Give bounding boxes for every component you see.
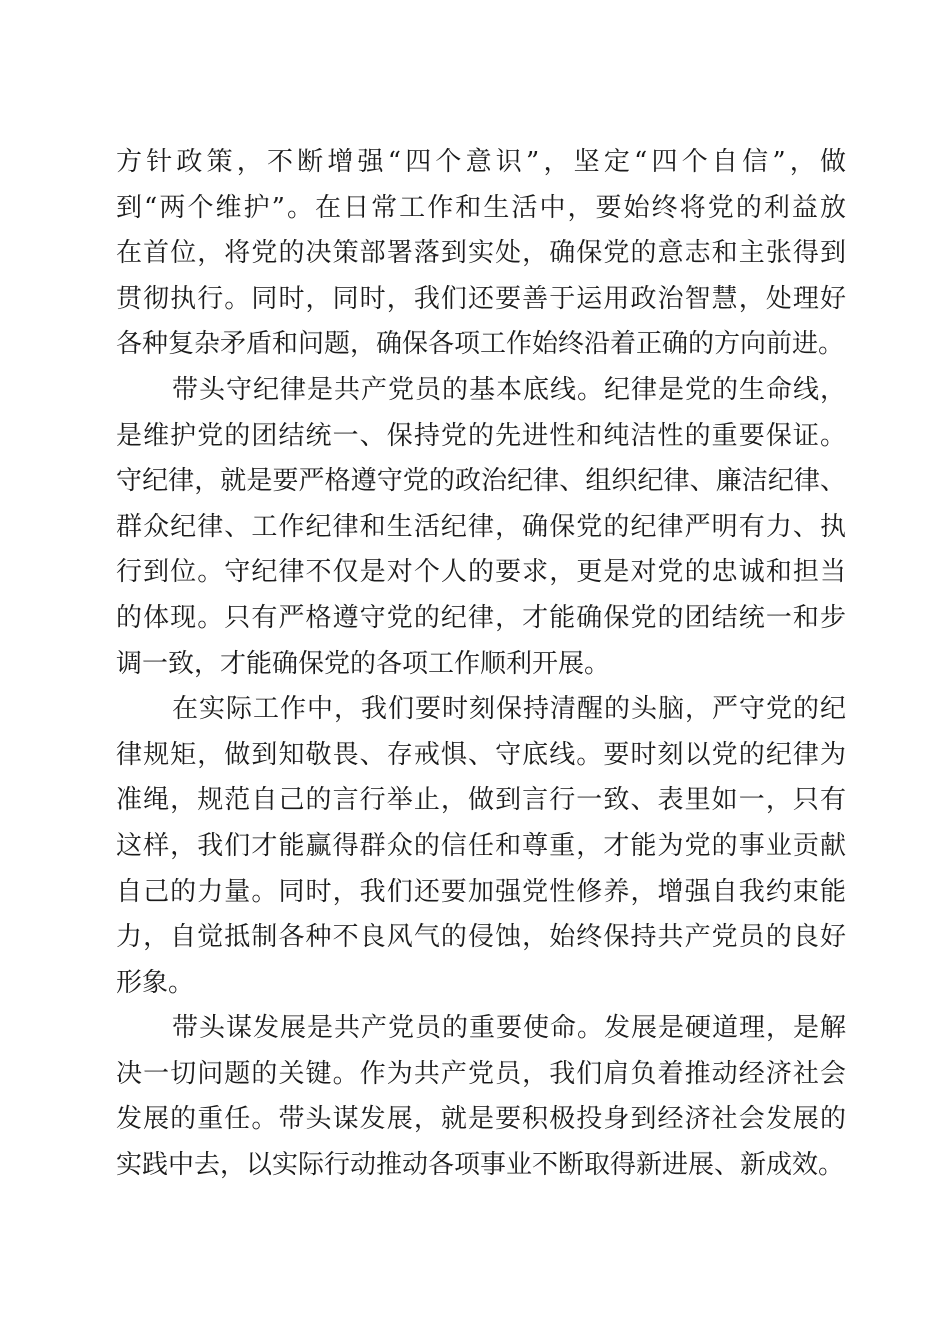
text-line: 调一致，才能确保党的各项工作顺利开展。 (116, 648, 611, 679)
body-text (116, 140, 846, 1189)
paragraph-first-line: 在实际工作中，我们要时刻保持清醒的头脑，严守党的纪 (172, 694, 846, 725)
text-line: 在首位，将党的决策部署落到实处，确保党的意志和主张得到 (116, 238, 846, 269)
text-line: 守纪律，就是要严格遵守党的政治纪律、组织纪律、廉洁纪律、 (116, 466, 846, 497)
text-line: 律规矩，做到知敬畏、存戒惧、守底线。要时刻以党的纪律为 (116, 739, 846, 770)
text-line: 准绳，规范自己的言行举止，做到言行一致、表里如一，只有 (116, 785, 846, 816)
text-line: 的体现。只有严格遵守党的纪律，才能确保党的团结统一和步 (116, 602, 846, 633)
text-line: 力，自觉抵制各种不良风气的侵蚀，始终保持共产党员的良好 (116, 922, 846, 953)
text-line: 到“两个维护”。在日常工作和生活中，要始终将党的利益放 (116, 192, 846, 223)
text-line: 发展的重任。带头谋发展，就是要积极投身到经济社会发展的 (116, 1104, 846, 1135)
text-line: 方针政策，不断增强“四个意识”，坚定“四个自信”，做 (116, 147, 846, 177)
text-line: 各种复杂矛盾和问题，确保各项工作始终沿着正确的方向前进。 (116, 329, 845, 360)
text-line: 决一切问题的关键。作为共产党员，我们肩负着推动经济社会 (116, 1058, 846, 1089)
text-line: 自己的力量。同时，我们还要加强党性修养，增强自我约束能 (116, 876, 846, 907)
text-line: 形象。 (116, 967, 195, 998)
text-line: 行到位。守纪律不仅是对个人的要求，更是对党的忠诚和担当 (116, 557, 846, 588)
text-line: 实践中去，以实际行动推动各项事业不断取得新进展、新成效。 (116, 1150, 845, 1181)
paragraph-first-line: 带头谋发展是共产党员的重要使命。发展是硬道理，是解 (172, 1013, 846, 1044)
paragraph-first-line: 带头守纪律是共产党员的基本底线。纪律是党的生命线， (172, 374, 846, 405)
text-line: 群众纪律、工作纪律和生活纪律，确保党的纪律严明有力、执 (116, 511, 846, 542)
text-line: 贯彻执行。同时，同时，我们还要善于运用政治智慧，处理好 (116, 283, 846, 314)
text-line: 是维护党的团结统一、保持党的先进性和纯洁性的重要保证。 (116, 420, 846, 451)
text-line: 这样，我们才能赢得群众的信任和尊重，才能为党的事业贡献 (116, 830, 846, 861)
